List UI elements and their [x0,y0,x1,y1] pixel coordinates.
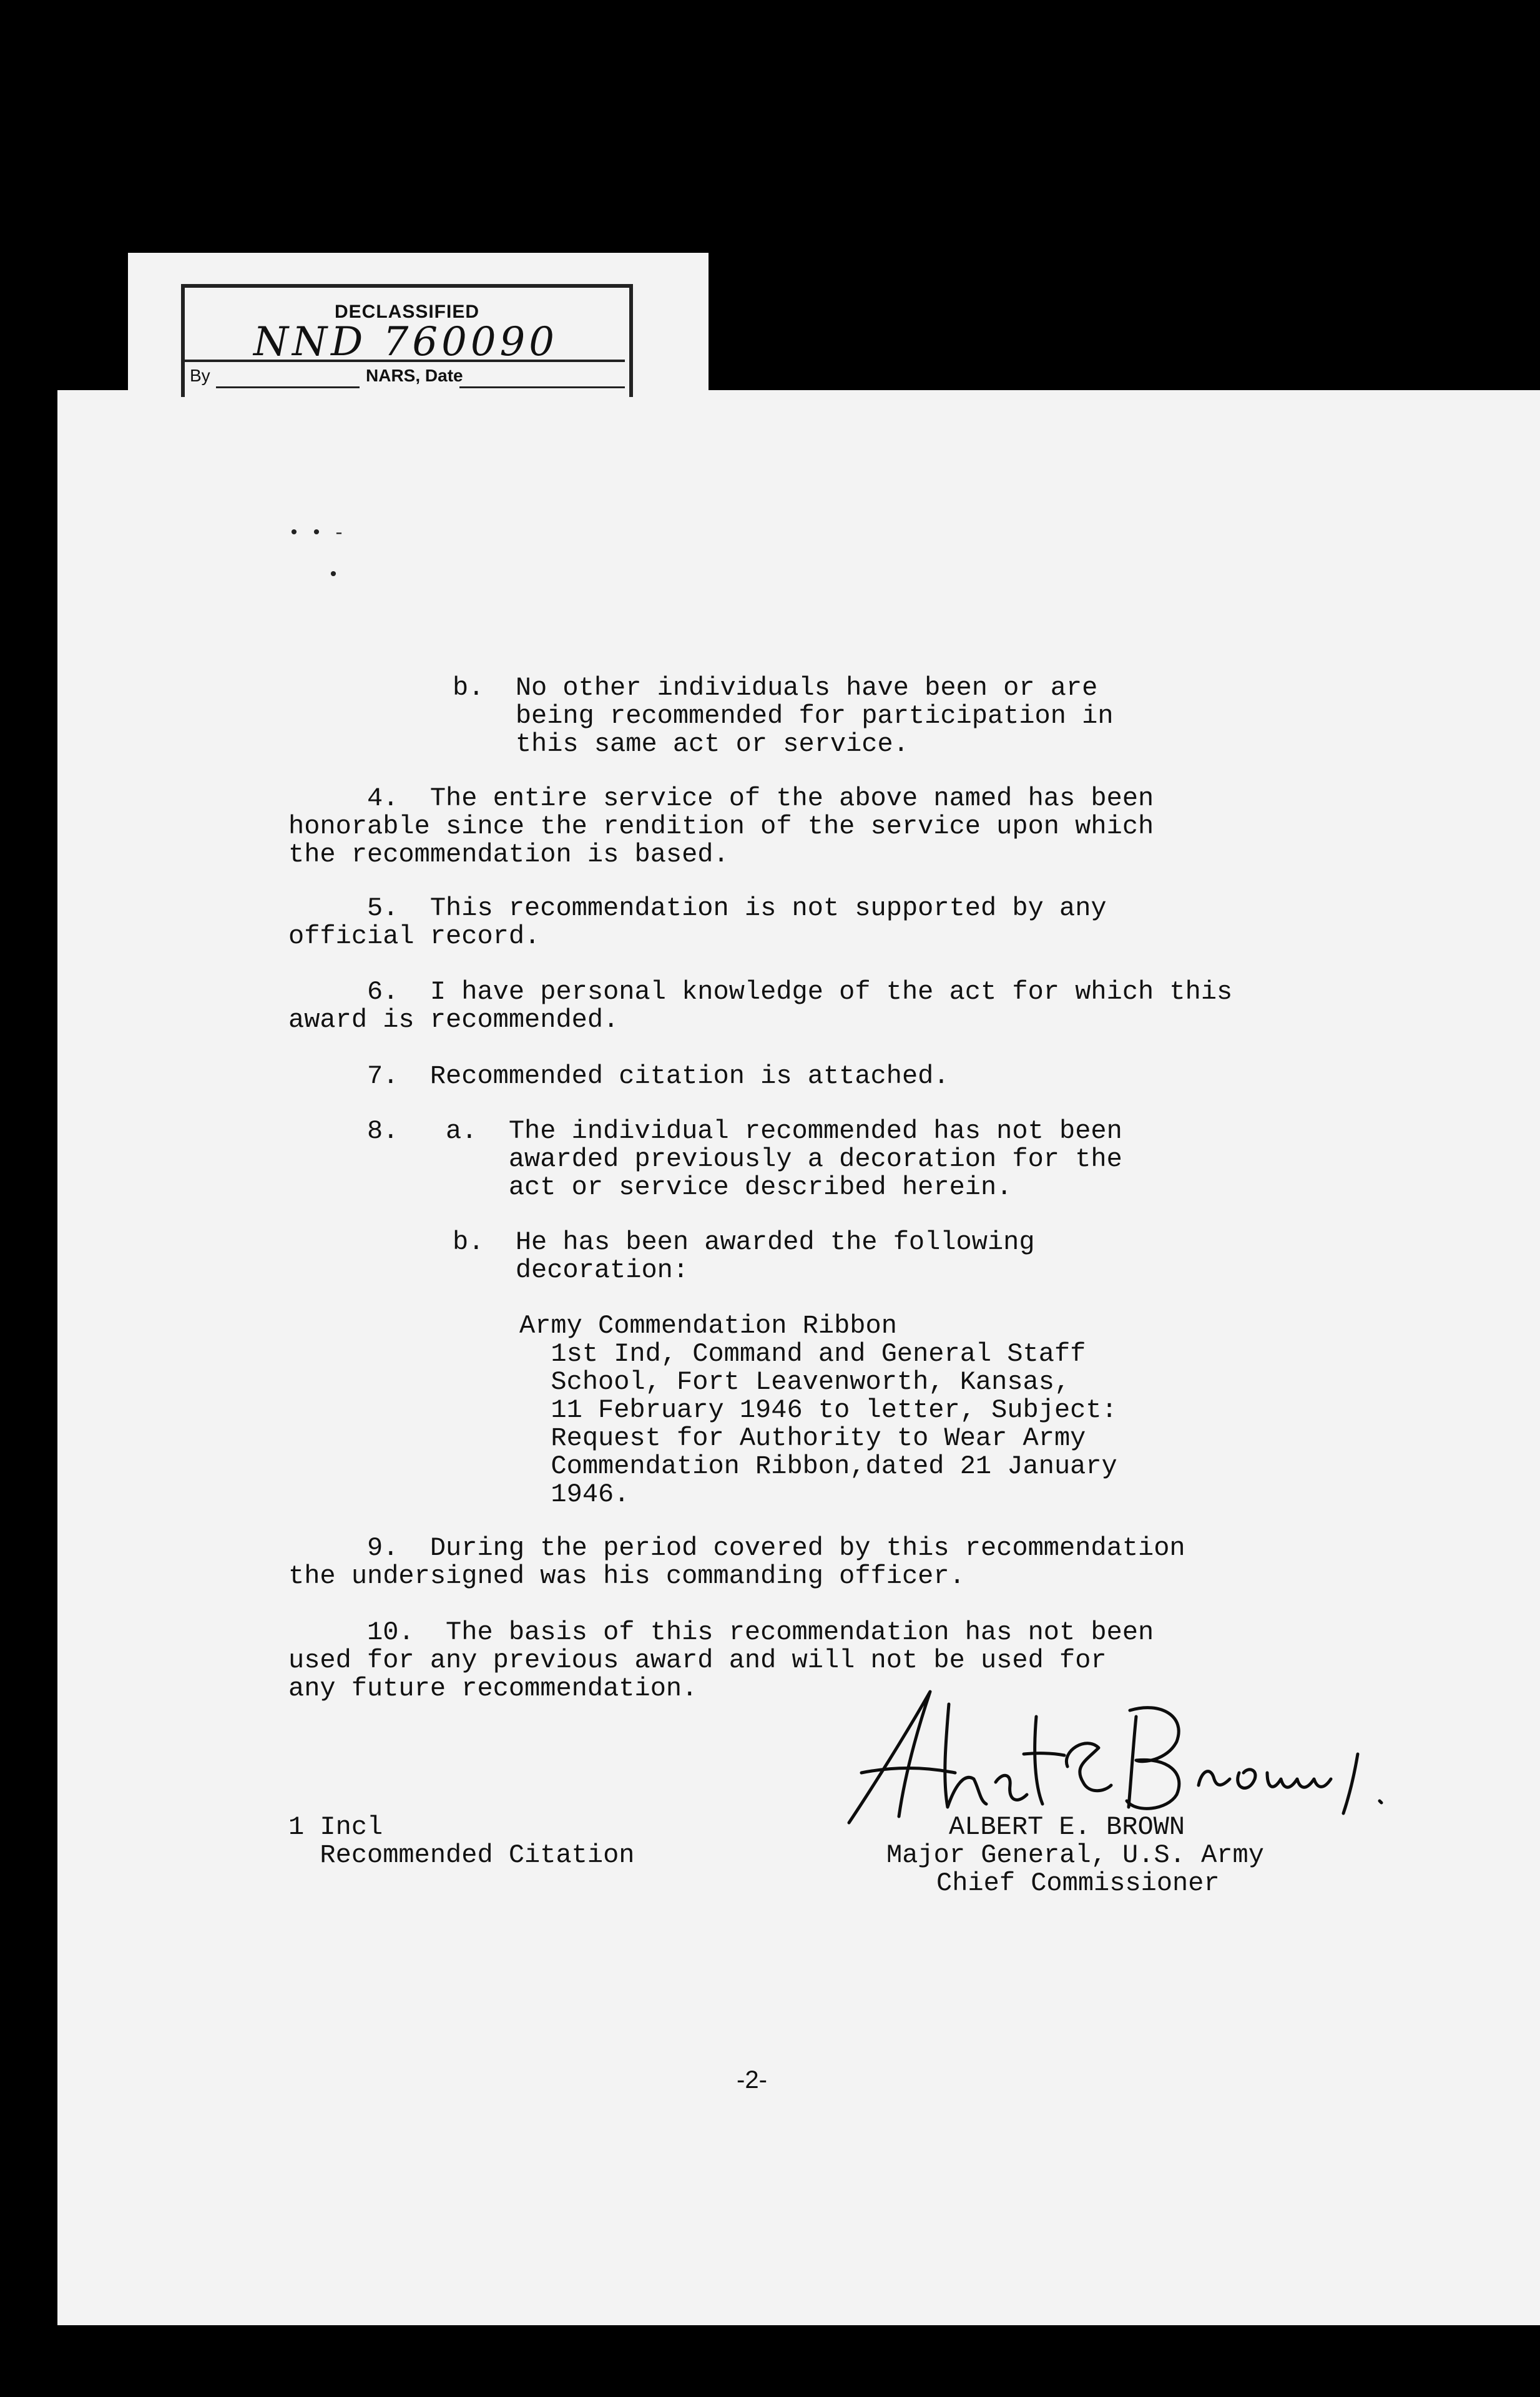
paragraph-line: 7. Recommended citation is attached. [288,1061,949,1091]
paragraph-9 [288,1506,1185,1591]
paragraph-line: b. He has been awarded the following [453,1227,1035,1257]
decoration-line: Commendation Ribbon,dated 21 January [519,1451,1117,1481]
stamp-divider [185,360,625,362]
paragraph-line: act or service described herein. [288,1172,1013,1202]
signer-title: Chief Commissioner [936,1868,1220,1898]
paragraph-line: award is recommended. [288,1005,619,1035]
signature-block [861,1785,1264,1898]
paragraph-5 [288,866,1107,951]
paragraph-8a [288,1089,1122,1202]
paragraph-line: being recommended for participation in [453,701,1114,731]
paragraph-line: awarded previously a decoration for the [288,1144,1122,1174]
stamp-title: DECLASSIFIED [335,301,480,322]
decoration-line: Army Commendation Ribbon [519,1311,897,1341]
paragraph-7 [288,1034,949,1091]
paragraph-line: 9. During the period covered by this recommendation [288,1533,1185,1563]
stamp-nars-label: NARS, Date [366,366,463,385]
enclosure-note [288,1785,635,1870]
paragraph-line: used for any previous award and will not be used for [288,1645,1107,1675]
paragraph-line: the recommendation is based. [288,840,729,870]
declassified-stamp [181,284,633,397]
paragraph-line: honorable since the rendition of the service upon which [288,811,1154,841]
stamp-by-underline [216,386,360,388]
paragraph-6 [288,950,1232,1034]
paragraph-8b [453,1200,1035,1285]
paragraph-line: decoration: [453,1255,689,1285]
stamp-date-underline [459,386,625,388]
paragraph-3b [453,646,1114,758]
paragraph-line: this same act or service. [453,729,909,759]
paragraph-line: 4. The entire service of the above named has been [288,783,1154,813]
stamp-authority-number: NND 760090 [253,319,558,365]
paragraph-4 [288,757,1154,869]
decoration-line: 11 February 1946 to letter, Subject: [519,1395,1117,1425]
signer-name: ALBERT E. BROWN [949,1812,1185,1842]
decoration-list [519,1284,1117,1509]
stray-mark: • [328,565,340,586]
decoration-line: Request for Authority to Wear Army [519,1423,1086,1453]
decoration-line: 1st Ind, Command and General Staff [519,1339,1086,1369]
paragraph-line: b. No other individuals have been or are [453,673,1098,703]
paragraph-line: any future recommendation. [288,1674,698,1703]
stamp-by-label: By [190,366,210,385]
page-number: -2- [737,2066,767,2094]
decoration-line: 1946. [519,1479,630,1509]
enclosure-line: 1 Incl [288,1812,383,1842]
decoration-line: School, Fort Leavenworth, Kansas, [519,1367,1071,1397]
paragraph-line: 5. This recommendation is not supported by any [288,893,1107,923]
stray-marks: • • - [288,523,345,544]
paragraph-line: 6. I have personal knowledge of the act for which this [288,977,1233,1007]
paragraph-line: official record. [288,921,541,951]
paragraph-line: 10. The basis of this recommendation has not been [288,1617,1154,1647]
enclosure-line: Recommended Citation [288,1840,635,1870]
paragraph-line: the undersigned was his commanding officer. [288,1561,965,1591]
paragraph-line: 8. a. The individual recommended has not been [288,1116,1122,1146]
signer-rank: Major General, U.S. Army [886,1840,1264,1870]
